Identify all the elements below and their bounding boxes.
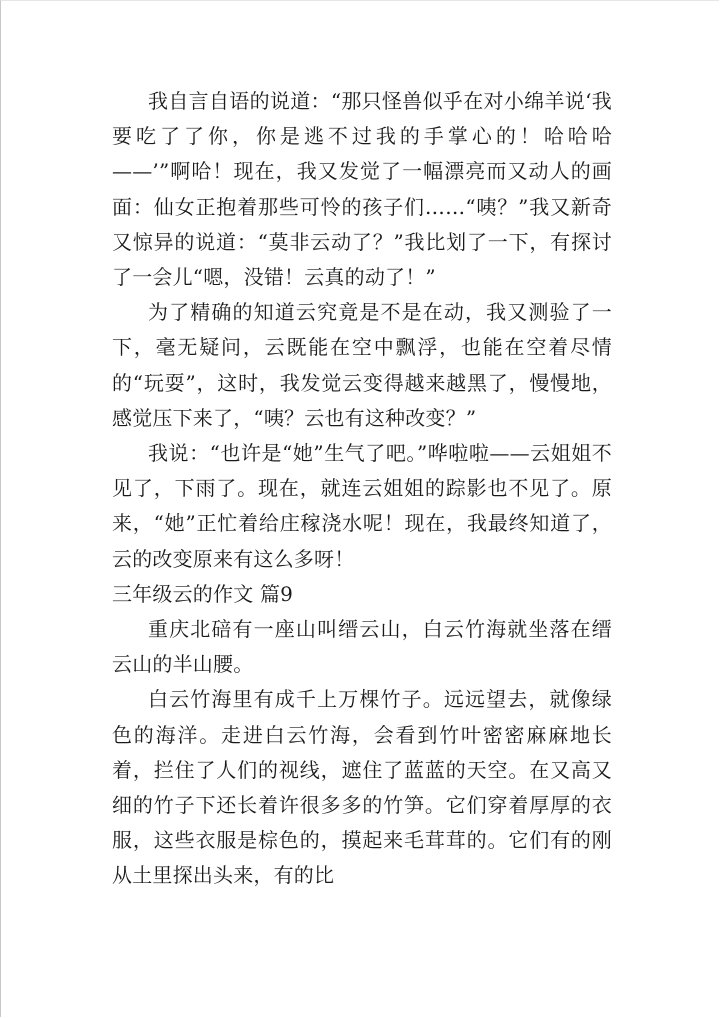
paragraph: 白云竹海里有成千上万棵竹子。远远望去，就像绿色的海洋。走进白云竹海，会看到竹叶密密麻麻地长着，拦住了人们的视线，遮住了蓝蓝的天空。在又高又细的竹子下还长着许很多多的竹笋。它们穿着厚厚的衣服，这些衣服是棕色的，摸起来毛茸茸的。它们有的刚从土里探出头来，有的比 bbox=[112, 687, 612, 888]
section-heading: 三年级云的作文 篇9 bbox=[112, 581, 294, 606]
paragraph: 我说：“也许是“她”生气了吧。”哗啦啦——云姐姐不见了，下雨了。现在，就连云姐姐的踪影也不见了。原来，“她”正忙着给庄稼浇水呢！现在，我最终知道了，云的改变原来有这么多呀！ bbox=[112, 441, 612, 571]
paragraph: 为了精确的知道云究竟是不是在动，我又测验了一下，毫无疑问，云既能在空中飘浮，也能在空着尽情的“玩耍”，这时，我发觉云变得越来越黑了，慢慢地，感觉压下来了，“咦？云也有这种改变？” bbox=[112, 300, 612, 430]
paragraph: 重庆北碚有一座山叫缙云山，白云竹海就坐落在缙云山的半山腰。 bbox=[112, 617, 612, 677]
document-body bbox=[112, 84, 612, 894]
paragraph: 我自言自语的说道：“那只怪兽似乎在对小绵羊说‘我要吃了了你，你是逃不过我的手掌心的！哈哈哈——’”啊哈！现在，我又发觉了一幅漂亮而又动人的画面：仙女正抱着那些可怜的孩子们……“咦？”我又新奇又惊异的说道：“莫非云动了？”我比划了一下，有探讨了一会儿“嗯，没错！云真的动了！” bbox=[112, 89, 612, 290]
